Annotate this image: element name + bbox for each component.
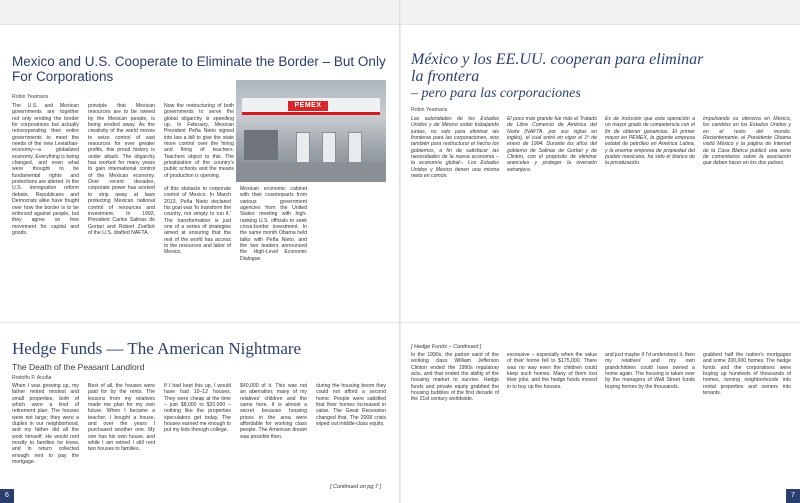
continued-note: [ Continued on pg 7 ] bbox=[330, 484, 382, 490]
article-column: The U.S. and Mexican governments are together not only eroding the border for corporations but actually reincorporating their entire governments to meet the needs of the new Leviathan-economy—a globalized economy. Everything is being changed, and even what were thought to be fundamental rights and protections are altered. In the U.S. immigration reform debate, Republicans and Democrats alike have fought over how the border is to be enforced against people, but they agree on free movement for capital and goods. bbox=[12, 103, 79, 236]
byline: Rodolfo P. Acuña bbox=[12, 375, 52, 381]
article-column: $40,000 of it. This was not an aberration; many of my relatives' children and the same here. It is almost a secret because housing prices in the area were affordable for working class people. The American dream was possible then. bbox=[240, 383, 307, 440]
right-page bbox=[401, 0, 800, 503]
article-column: Las autoridades de los Estados Unidos y de México están trabajando juntas, no solo para eliminar las fronteras para las corporaciones, sino también para restructurar el hecho los gobiernos, a fin de satisfacer las necesidades de la nueva economía –la economía global–. Los Estados Unidos y México tienen una misma meta en común. bbox=[411, 116, 499, 180]
article-column: Best of all, the houses were paid for by the rents. The lessons from my relatives made me plan for my own future. When I became a teacher, I bought a house, and over the years I purchased another one. My son has his own house, and while I am retired I still rent two houses to families. bbox=[88, 383, 155, 453]
article-column: Es de inclusión que esta operación a un mayor grado de competencia con el fin de obtener ganancias. El primer mayor en PEMEX, la gigante empresa estatal de petróleo en América Latina, y la enorme empresa de propiedad del pueblo mexicano, ha sido el blanco de la privatización. bbox=[605, 116, 695, 167]
article-column: In the 1990s, the patron saint of the working class William Jefferson Clinton ended the 1990s regulatory acts, and that ended the ability of the housing market to survive. Hedge funds and private equity grabbed the housing bubbles of the first decade of the 21st century worldwide. bbox=[411, 352, 499, 403]
article-column: If I had kept this up, I would have had 10–12 houses. They were cheap at the time – just $8,000 to $20,000 – nothing like the properties speculators get today. The houses earned me enough to put my kids through college. bbox=[164, 383, 231, 434]
article-title: Mexico and U.S. Cooperate to Eliminate the Border – But Only For Corporations bbox=[12, 54, 386, 84]
article-column: and just maybe if I'd understood it, then my relatives' and my own grandchildren could have owned a home again. The housing is taken over by the managers of Wall Street funds buying homes by the thousands. bbox=[605, 352, 695, 390]
continued-header: [ Hedge Funds – Continued ] bbox=[411, 344, 482, 350]
byline: Robin Yeamans bbox=[12, 94, 49, 100]
page-number: 6 bbox=[0, 489, 14, 503]
article-column: When I was growing up, my father rented modest and small properties, both of which were a kind of retirement plan. The houses were not large; they were a duplex in our neighborhood, and my father did all the work himself. He would rent mostly to families he knew, and in return collected enough rent to pay the mortgage. bbox=[12, 383, 79, 466]
pemex-station-photo: PEMEX bbox=[236, 80, 386, 182]
article-column: grabbed half the nation's mortgages and some 200,000 homes. The hedge funds and the corporations were buying up hundreds of thousands of homes, turning neighborhoods into rental properties and owners into tenants. bbox=[703, 352, 791, 397]
section-divider bbox=[0, 322, 399, 323]
article-column: excessive – especially when the value of their home fell to $175,000. There was no way even the children could keep such homes. Many of them lost their jobs, and the hedge funds moved in to buy up the houses. bbox=[507, 352, 597, 390]
article-column: Impulsando su ofensiva en México, los cambios en los Estados Unidos y en el resto del mundo. Recientemente, el Presidente Obama visitó México y la página de Internet de la Casa Blanca publicó una serie de comentarios sobre la asociación que deben hacer en los dos países. bbox=[703, 116, 791, 167]
article-column: El poco más grande fue más el Tratado de Libre Comercio de América del Norte (NAFTA, por sus siglas en inglés), el cual entró en vigor el 1º de enero de 1994. Durante los años del gobierno de Salinas de Gortari y de Clinton, con el propósito de eliminar aranceles y proteger la inversión extranjera. bbox=[507, 116, 597, 173]
article-column: Mexican economic cabinet with their counterparts from various government agencies from the United States meeting with high-ranking U.S. officials to seek cross-border investment. In the same month Obama held talks with Peña Nieto, and the two leaders announced the High-Level Economic Dialogue. bbox=[240, 186, 307, 262]
article-column: Now the restructuring of both governments to serve the global oligarchy is speeding up. In February, Mexican President Peña Nieto signed into law a bill to give the state more control over the hiring and firing of teachers. Teachers object to this. The privatization of the country's public schools and the means of production is opening. bbox=[164, 103, 234, 179]
hedge-subtitle: The Death of the Peasant Landlord bbox=[12, 362, 145, 372]
hedge-title: Hedge Funds — The American Nightmare bbox=[12, 339, 302, 358]
article-column: during the housing boom they could not afford a second home. People were satisfied that their homes increased in value. The Great Recession changed that. The 2008 crisis wiped out middle-class equity. bbox=[316, 383, 386, 428]
page-number: 7 bbox=[786, 489, 800, 503]
section-divider bbox=[401, 322, 800, 323]
article-title-es: México y los EE.UU. cooperan para eliminar bbox=[411, 51, 704, 68]
byline: Robin Yeamans bbox=[411, 107, 448, 113]
article-subtitle-es: – pero para las corporaciones bbox=[411, 86, 581, 101]
left-page bbox=[0, 0, 399, 503]
article-title-es-line2: la frontera bbox=[411, 68, 480, 85]
article-column: of this obstacle to corporate control of Mexico. In March 2013, Peña Nieto declared his goal was 'to transform the country, not simply to run it.' The transformation is just one of a series of strategies aimed at ensuring that the rest of the world has access to the resources and labor of Mexico. bbox=[164, 186, 231, 256]
header-bar bbox=[401, 0, 800, 25]
header-bar bbox=[0, 0, 399, 25]
article-column: principle that Mexican resources are to be owned by the Mexican people, is being eroded away. As the creativity of the world moves to seize control of vast resources for ever greater profits, this proud history is under attack. The oligarchy has worked for many years to gain international control of the Mexican economy. Over recent decades, corporate power has worked to strip away at laws protecting Mexican national control of resources and investment. In 1992, President Carlos Salinas de Gortari and Robert Zoellick of the U.S. drafted NAFTA. bbox=[88, 103, 155, 236]
